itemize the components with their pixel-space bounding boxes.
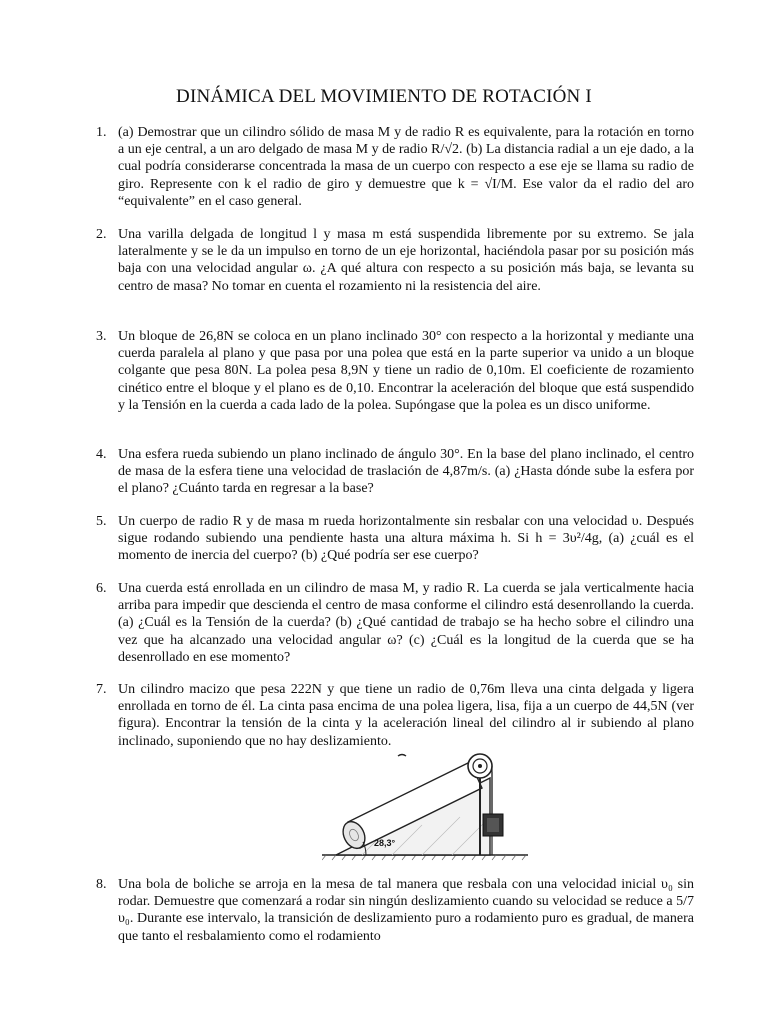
- problem-text: Un cilindro macizo que pesa 222N y que tiene un radio de 0,76m lleva una cinta delgada y ligera enrollada en torno de él. La cinta pasa encima de una polea ligera, lisa, fija a un cuerpo de 44,5N (ver figura). Encontrar la tensión de la cinta y la aceleración lineal del cilindro al ir subiendo al plano inclinado, suponiendo que no hay deslizamiento.: [118, 682, 694, 749]
- problem-text: Una bola de boliche se arroja en la mesa de tal manera que resbala con una velocidad inicial υ₀ sin rodar. Demuestre que comenzará a rodar sin ningún deslizamiento cuando su velocidad se reduce a 5/7 υ₀. Durante ese intervalo, la transición de deslizamiento puro a rodamiento puro es gradual, de manera que tanto el resbalamiento como el rodamiento: [118, 877, 694, 944]
- problem-number: 1.: [96, 125, 107, 140]
- problem-text: Una varilla delgada de longitud l y masa m está suspendida libremente por su extremo. Se jala lateralmente y se le da un impulso en torno de un eje horizontal, haciéndola pasar por su posición más baja con una velocidad angular ω. ¿A qué altura con respecto a su posición más baja, se levanta su centro de masa? No tomar en cuenta el rozamiento ni la resistencia del aire.: [118, 227, 694, 294]
- problem-3: [96, 328, 694, 414]
- problem-6: [96, 580, 694, 666]
- problem-text: Un bloque de 26,8N se coloca en un plano inclinado 30° con respecto a la horizontal y mediante una cuerda paralela al plano y que pasa por una polea que está en la parte superior va unido a un bloque colgante que pesa 80N. La polea pesa 8,9N y tiene un radio de 0,10m. El coeficiente de rozamiento cinético entre el bloque y el plano es de 0,10. Encontrar la aceleración del bloque que está suspendido y la Tensión en la cuerda a cada lado de la polea. Supóngase que la polea es un disco uniforme.: [118, 329, 694, 413]
- problem-text: Una esfera rueda subiendo un plano inclinado de ángulo 30°. En la base del plano inclinado, el centro de masa de la esfera tiene una velocidad de traslación de 4,87m/s. (a) ¿Hasta dónde sube la esfera por el plano? ¿Cuánto tarda en regresar a la base?: [118, 447, 694, 497]
- incline-figure: [322, 750, 528, 862]
- problem-number: 5.: [96, 514, 107, 529]
- problem-text: Una cuerda está enrollada en un cilindro de masa M, y radio R. La cuerda se jala verticalmente hacia arriba para impedir que descienda el centro de masa conforme el cilindro está desenrollando la cuerda. (a) ¿Cuál es la Tensión de la cuerda? (b) ¿Qué cantidad de trabajo se ha hecho sobre el cilindro una vez que ha alcanzado una velocidad angular ω? (c) ¿Cuál es la longitud de la cuerda que se ha desenrollado en ese momento?: [118, 581, 694, 665]
- problem-number: 4.: [96, 447, 107, 462]
- problem-7: [96, 681, 694, 750]
- problem-2: [96, 226, 694, 295]
- problem-4: [96, 446, 694, 498]
- angle-label: 28,3°: [374, 838, 396, 848]
- problem-number: 2.: [96, 227, 107, 242]
- problem-number: 6.: [96, 581, 107, 596]
- problem-number: 7.: [96, 682, 107, 697]
- problem-number: 3.: [96, 329, 107, 344]
- page-title: DINÁMICA DEL MOVIMIENTO DE ROTACIÓN I: [176, 86, 592, 107]
- problem-text: Un cuerpo de radio R y de masa m rueda horizontalmente sin resbalar con una velocidad υ. Después sigue rodando subiendo una pendiente hasta una altura máxima h. Si h = 3υ²/4g, (a) ¿cuál es el momento de inercia del cuerpo? (b) ¿Qué podría ser ese cuerpo?: [118, 514, 694, 564]
- problem-1: [96, 124, 694, 210]
- problem-5: [96, 513, 694, 565]
- problem-text: (a) Demostrar que un cilindro sólido de masa M y de radio R es equivalente, para la rotación en torno a un eje central, a un aro delgado de masa M y de radio R/√2. (b) La distancia radial a un eje dado, a la cual podría considerarse concentrada la masa de un cuerpo con respecto a ese eje se llama su radio de giro. Represente con k el radio de giro y demuestre que k = √I/M. Ese valor da el radio del aro “equivalente” en el caso general.: [118, 125, 694, 209]
- problem-number: 8.: [96, 877, 107, 892]
- problem-8: [96, 876, 694, 945]
